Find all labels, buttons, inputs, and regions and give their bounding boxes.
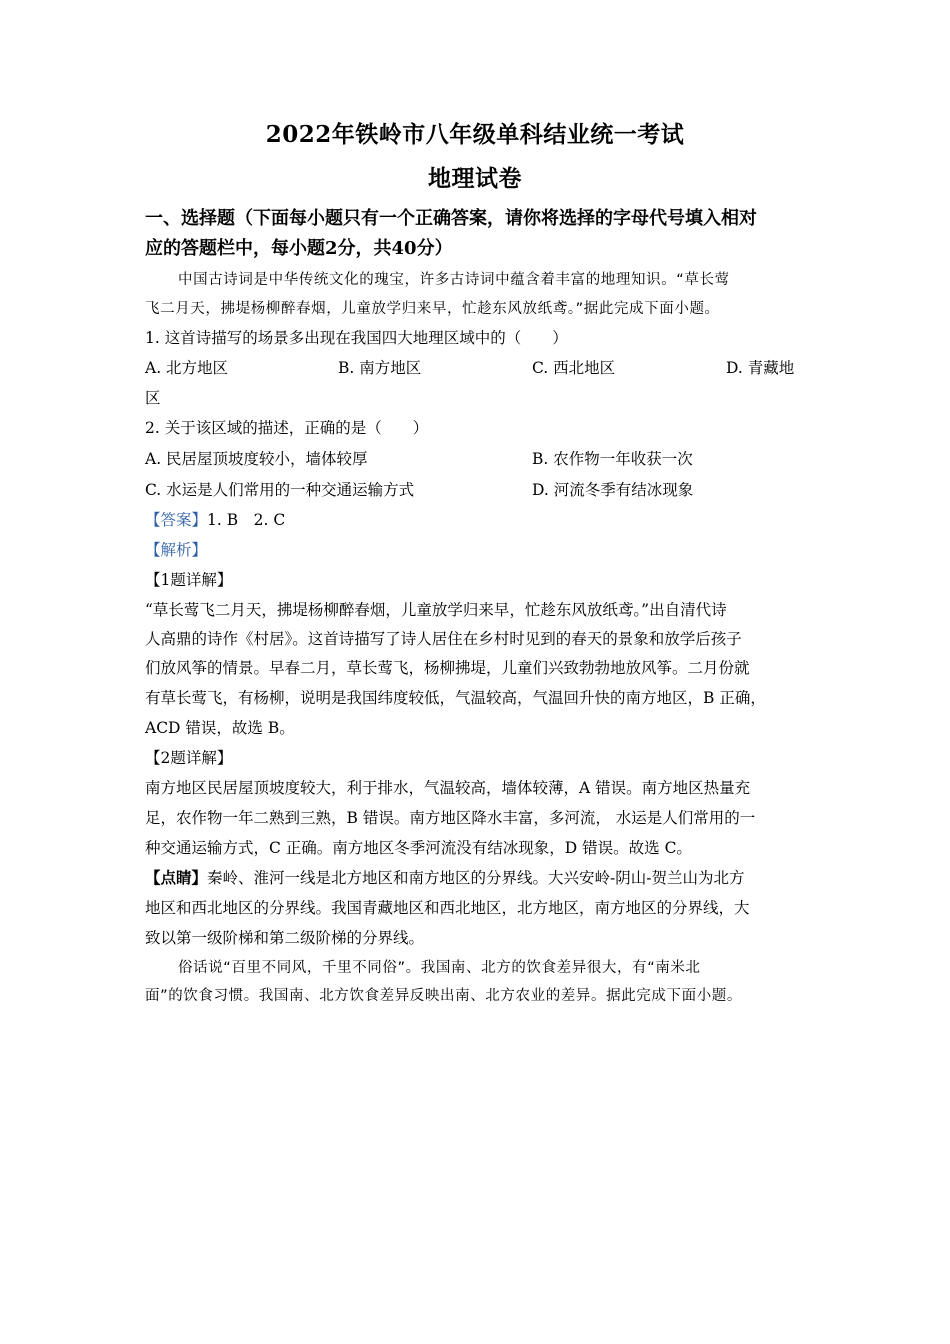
exam-title: 2022年铁岭市八年级单科结业统一考试: [265, 121, 685, 148]
answer-line: [145, 508, 285, 530]
detail1-line: “草长莺飞二月天，拂堤杨柳醉春烟，儿童放学归来早，忙趁东风放纸鸢。”出自清代诗: [145, 601, 727, 619]
material2-line2: 面”的饮食习惯。我国南、北方饮食差异反映出南、北方农业的差异。据此完成下面小题。: [145, 988, 743, 1004]
detail2-line: 南方地区民居屋顶坡度较大，利于排水，气温较高，墙体较薄，A 错误。南方地区热量充: [145, 779, 751, 797]
q2-option-a: A. 民居屋顶坡度较小，墙体较厚: [145, 450, 368, 468]
q1-option-a: A. 北方地区: [145, 359, 229, 377]
detail1-line: 有草长莺飞，有杨柳，说明是我国纬度较低，气温较高，气温回升快的南方地区，B 正确，: [145, 689, 766, 707]
dianjing-line: 地区和西北地区的分界线。我国青藏地区和西北地区，北方地区，南方地区的分界线，大: [145, 899, 750, 917]
detail1-line: 们放风筝的情景。早春二月，草长莺飞，杨柳拂堤，儿童们兴致勃勃地放风筝。二月份就: [145, 659, 750, 677]
answer-label: 【答案】: [145, 511, 208, 529]
section-heading-line1: 一、选择题（下面每小题只有一个正确答案，请你将选择的字母代号填入相对: [145, 208, 757, 229]
q2-option-c: C. 水运是人们常用的一种交通运输方式: [145, 481, 415, 499]
material1-line1: 中国古诗词是中华传统文化的瑰宝，许多古诗词中蕴含着丰富的地理知识。“草长莺: [178, 272, 730, 288]
dianjing-line1: [145, 866, 745, 888]
q2-option-b: B. 农作物一年收获一次: [532, 450, 693, 468]
section-heading-line2: 应的答题栏中，每小题2分，共40分）: [145, 238, 453, 259]
answer-text: 1. B 2. C: [207, 511, 286, 529]
dianjing-line: 致以第一级阶梯和第二级阶梯的分界线。: [145, 929, 425, 947]
dianjing-text: 秦岭、淮河一线是北方地区和南方地区的分界线。大兴安岭-阴山-贺兰山为北方: [207, 869, 745, 887]
detail1-line: 人高鼎的诗作《村居》。这首诗描写了诗人居住在乡村时见到的春天的景象和放学后孩子: [145, 630, 742, 648]
detail2-line: 足，农作物一年二熟到三熟，B 错误。南方地区降水丰富，多河流， 水运是人们常用的一: [145, 809, 756, 827]
exam-subtitle: 地理试卷: [428, 165, 522, 192]
material2-line1: 俗话说“百里不同风，千里不同俗”。我国南、北方的饮食差异很大，有“南米北: [178, 960, 701, 976]
q1-option-b: B. 南方地区: [338, 359, 422, 377]
question1-stem: 1. 这首诗描写的场景多出现在我国四大地理区域中的（ ）: [145, 329, 568, 347]
dianjing-label: 【点睛】: [145, 868, 208, 887]
q1-option-d-wrap: 区: [145, 389, 161, 407]
q1-option-d: D. 青藏地: [726, 359, 795, 377]
question2-stem: 2. 关于该区域的描述，正确的是（ ）: [145, 419, 429, 437]
detail2-line: 种交通运输方式，C 正确。南方地区冬季河流没有结冰现象，D 错误。故选 C。: [145, 839, 692, 857]
detail1-line: ACD 错误，故选 B。: [145, 719, 295, 737]
analysis-label: 【解析】: [145, 541, 208, 559]
material1-line2: 飞二月天，拂堤杨柳醉春烟，儿童放学归来早，忙趁东风放纸鸢。”据此完成下面小题。: [145, 301, 720, 317]
q2-option-d: D. 河流冬季有结冰现象: [532, 481, 694, 499]
detail2-heading: 【2题详解】: [145, 749, 233, 767]
detail1-heading: 【1题详解】: [145, 571, 233, 589]
q1-option-c: C. 西北地区: [532, 359, 616, 377]
